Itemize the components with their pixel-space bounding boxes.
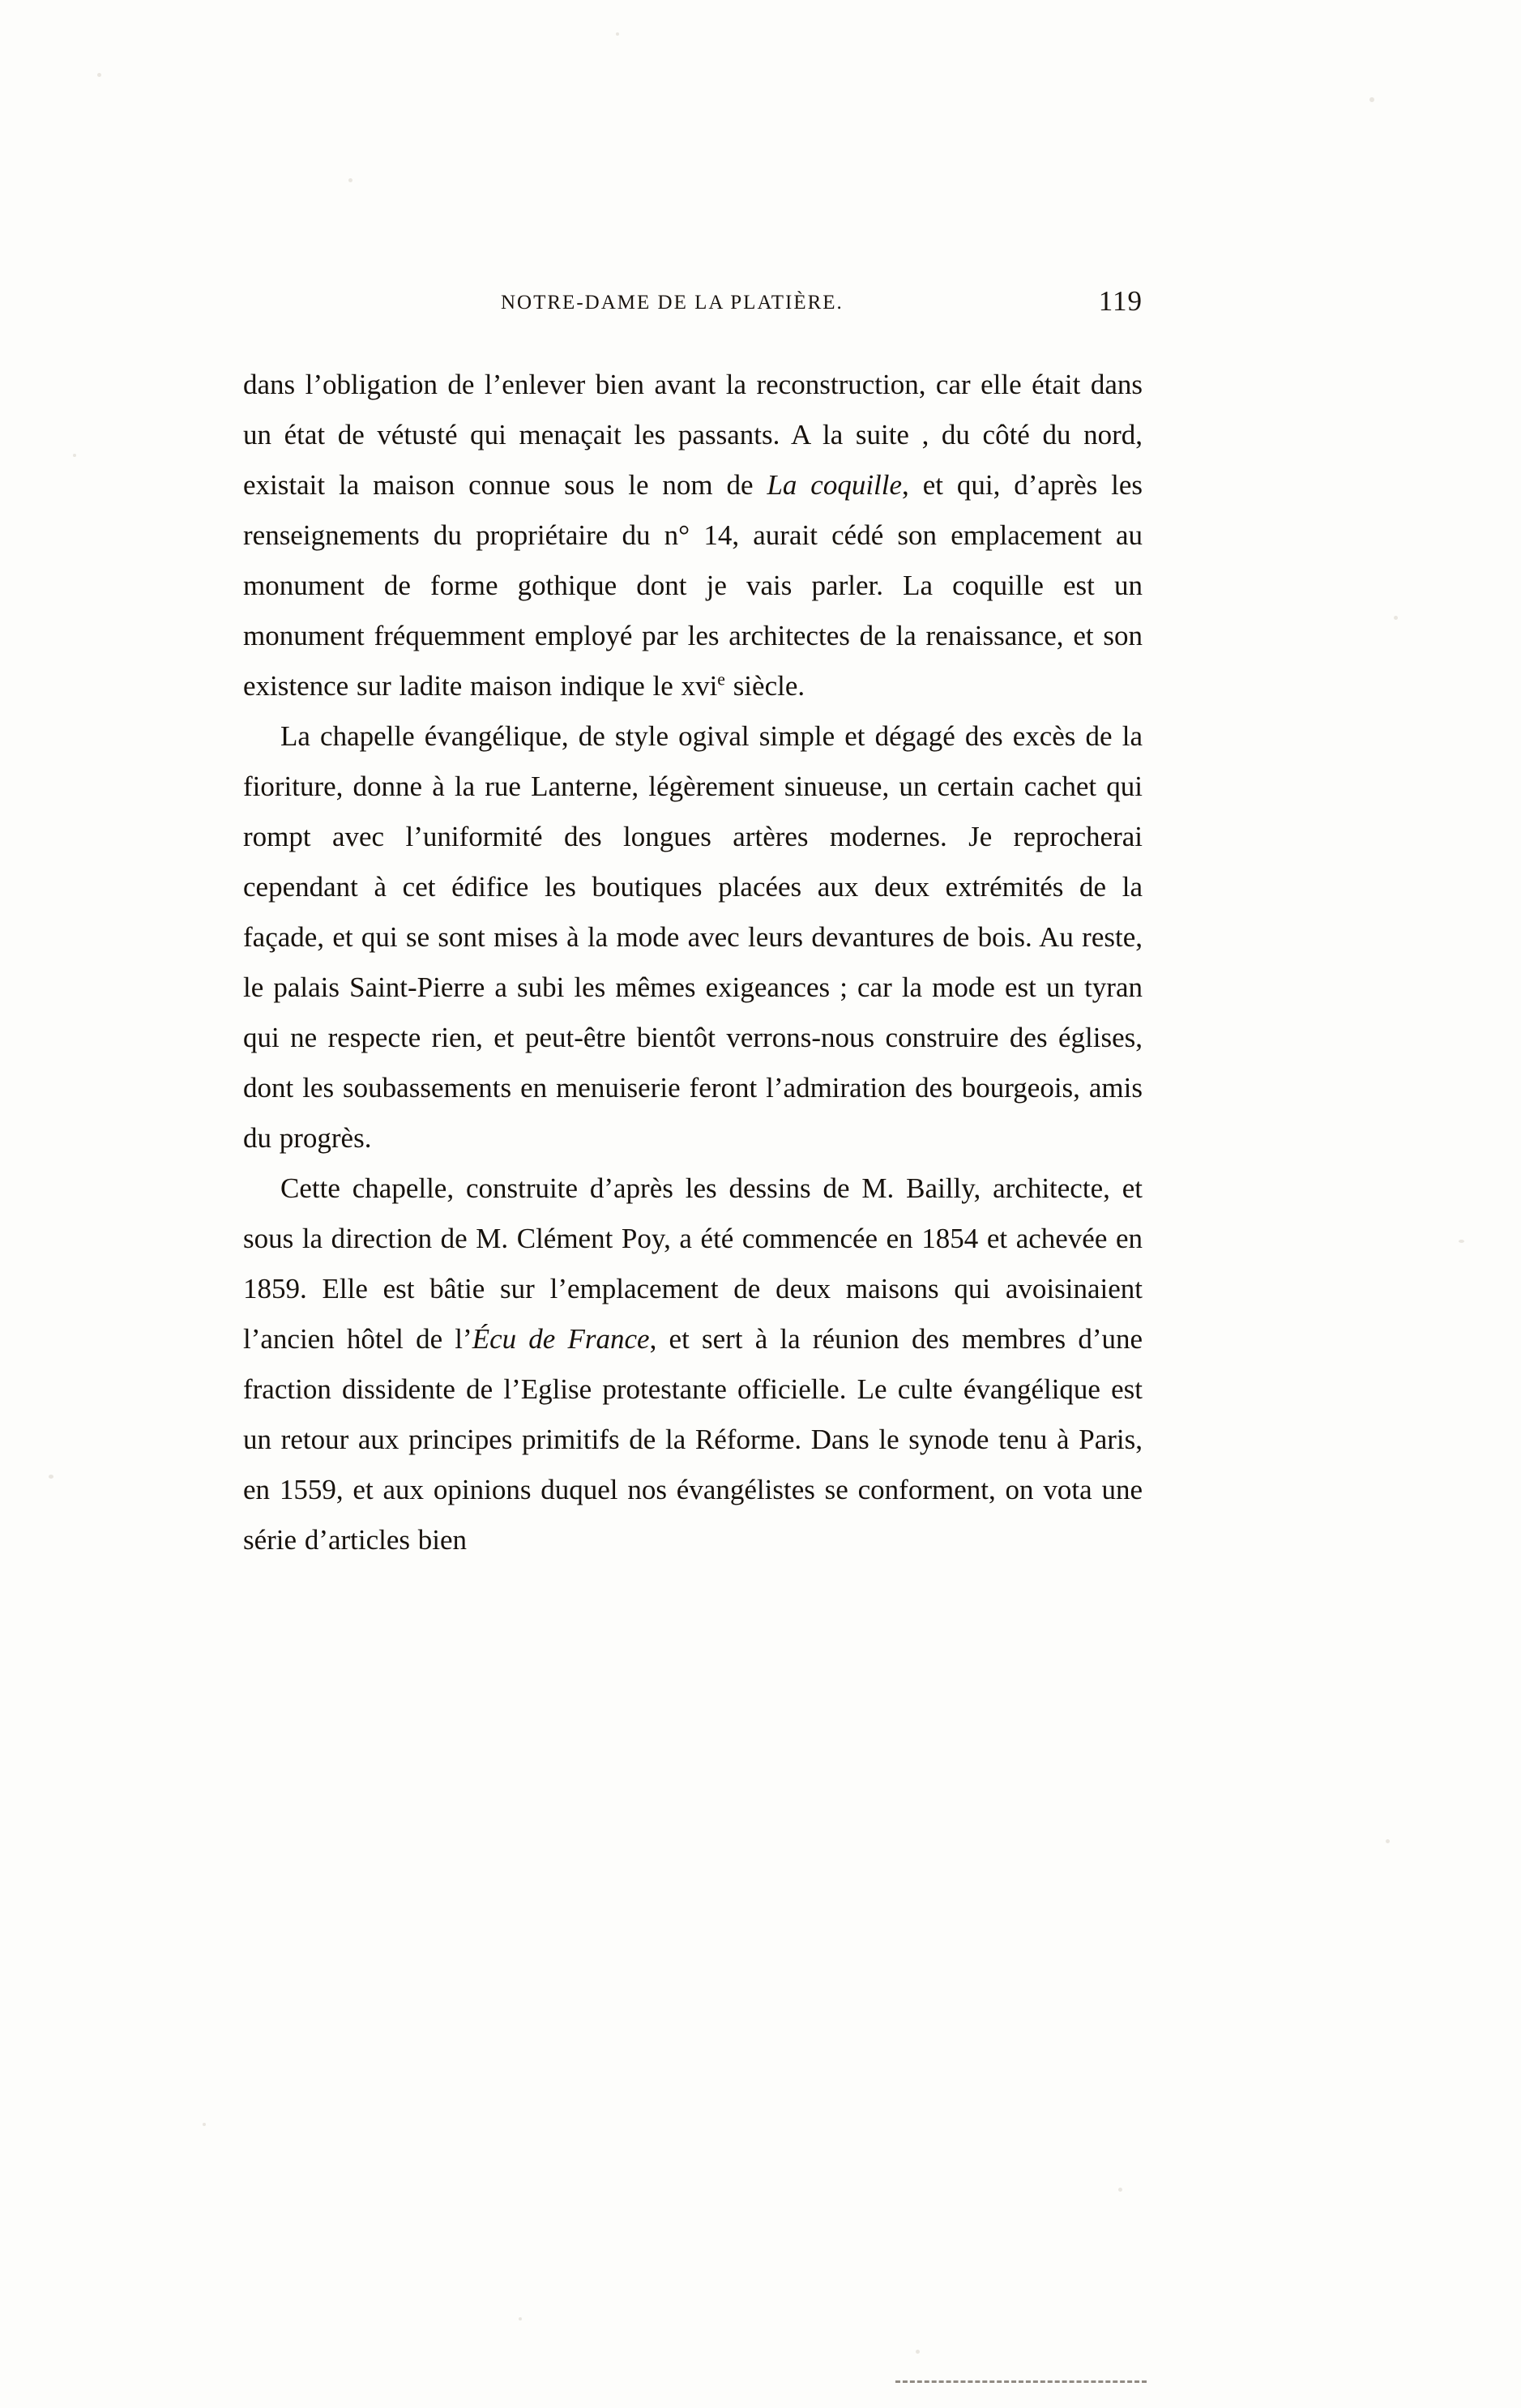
paragraph-1 (243, 360, 1143, 711)
page-content (243, 285, 1143, 1565)
paragraph-3 (243, 1163, 1143, 1565)
paragraph-3-text-b: , et sert à la réunion des membres d’une fraction dissidente de l’Eglise protestante officielle. Le culte évangélique est un retour aux principes primitifs de la Réforme. Dans le synode tenu à Paris, en 1559, et aux opinions duquel nos évangélistes se conforment, on vota une série d’articles bien (243, 1323, 1143, 1556)
paragraph-1-text-a: dans l’obligation de l’enlever bien avant la reconstruction, car elle était dans un état de vétusté qui menaçait les passants. A la suite , du côté du nord, existait la maison connue sous le nom de (243, 369, 1143, 501)
paragraph-1-text-c: siècle. (724, 670, 805, 702)
paper-speck (49, 1475, 53, 1479)
paper-speck (1369, 97, 1374, 102)
paper-speck (1386, 1839, 1390, 1843)
paper-speck (1394, 616, 1398, 620)
paragraph-1-text-b: , et qui, d’après les renseignements du propriétaire du n° 14, aurait cédé son emplacement au monument de forme gothique dont je vais parler. La coquille est un monument fréquemment employé par les architectes de la renaissance, et son existence sur ladite maison indique le xvi (243, 469, 1143, 702)
page-number: 119 (1098, 285, 1143, 317)
paragraph-3-text-a: Cette chapelle, construite d’après les dessins de M. Bailly, architecte, et sous la direction de M. Clément Poy, a été commencée en 1854 et achevée en 1859. Elle est bâtie sur l’emplacement de deux maisons qui avoisinaient l’ancien hôtel de l’ (243, 1172, 1143, 1355)
footer-rule (895, 2380, 1147, 2383)
paper-speck (1118, 2188, 1122, 2192)
paper-speck (97, 73, 101, 77)
paragraph-2: La chapelle évangélique, de style ogival simple et dégagé des excès de la fioriture, donne à la rue Lanterne, légèrement sinueuse, un certain cachet qui rompt avec l’uniformité des longues artères modernes. Je reprocherai cependant à cet édifice les boutiques placées aux deux extrémités de la façade, et qui se sont mises à la mode avec leurs devantures de bois. Au reste, le palais Saint-Pierre a subi les mêmes exigeances ; car la mode est un tyran qui ne respecte rien, et peut-être bientôt verrons-nous construire des églises, dont les soubassements en menuiserie feront l’admiration des bourgeois, amis du progrès. (243, 720, 1143, 1154)
paragraph-1-italic-title: La coquille (767, 469, 903, 501)
paper-speck (73, 454, 76, 457)
paper-speck (348, 178, 352, 182)
running-head: NOTRE-DAME DE LA PLATIÈRE. (501, 292, 844, 314)
paper-speck (1459, 1240, 1464, 1243)
paper-speck (616, 32, 619, 36)
paper-speck (519, 2317, 522, 2320)
paper-speck (203, 2123, 206, 2126)
page-header (243, 285, 1143, 324)
paper-speck (916, 2350, 920, 2354)
paragraph-3-italic-title: Écu de France (472, 1323, 650, 1355)
ordinal-superscript: e (717, 669, 725, 690)
